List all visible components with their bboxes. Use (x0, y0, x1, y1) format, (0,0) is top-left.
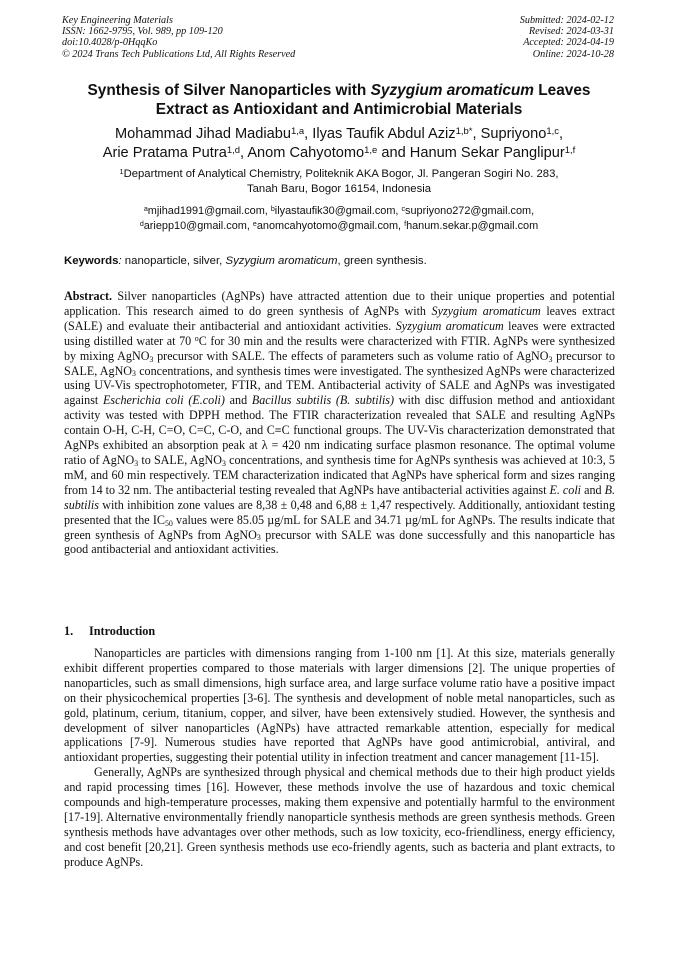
email-label: f (404, 219, 407, 228)
author-sep: , (304, 126, 313, 142)
email-link[interactable]: hanum.sekar.p@gmail.com (406, 219, 539, 232)
abstract-italic: B. subtilis (64, 482, 615, 512)
email-label: a (143, 204, 148, 213)
affiliation-text: Department of Analytical Chemistry, Politeknik AKA Bogor, Jl. Pangeran Sogiri No. 283, (123, 168, 559, 180)
abstract-text: precursor with SALE was done successfully and this nanoparticle has good antibacterial and antioxidant activities. (64, 527, 615, 557)
abstract-text: concentrations, and synthesis times were investigated. The synthesized AgNPs were characterized using UV-Vis spectrophotometer, FTIR, and TEM. Antibacterial activity of SALE and AgNPs was investigated against (64, 363, 615, 408)
date-online: Online: 2024-10-28 (532, 48, 614, 60)
journal-info (62, 15, 295, 60)
abstract-text: with disc diffusion method and antioxidant activity was tested with DPPH method. The FTIR characterization revealed that SALE and resulting AgNPs contain O-H, C-H, C=O, C=C, C-O, and C≡C functional groups. The UV-Vis characterization demonstrated that AgNPs exhibited an absorption peak at λ = 420 nm indicating surface plasmon resonance. The optimal volume ratio of AgNO (64, 393, 615, 467)
degree-symbol: o (194, 334, 199, 344)
email-label: e (252, 219, 257, 228)
author-sep: , (472, 126, 481, 142)
email-sep: , (264, 205, 271, 217)
author-emails (40, 204, 638, 234)
date-revised: Revised: 2024-03-31 (528, 26, 614, 38)
author-affil: 1,e (364, 144, 378, 156)
abstract-text: C for 30 min and the results were characterized with FTIR. AgNPs were synthesized by mixing AgNO (64, 333, 615, 363)
author-name: Hanum Sekar Panglipur (409, 145, 565, 161)
section-title: Introduction (89, 624, 156, 638)
affiliation-line-1 (40, 167, 638, 182)
abstract-text: leaves were extracted using distilled water at 70 (64, 318, 615, 348)
author-name: Ilyas Taufik Abdul Aziz (312, 126, 456, 142)
journal-name: Key Engineering Materials (62, 15, 173, 26)
title-text: Synthesis of Silver Nanoparticles with (87, 82, 371, 99)
affiliation (40, 167, 638, 197)
paper-title (40, 81, 638, 119)
abstract-text: concentrations, and synthesis time for AgNPs synthesis was achieved at 10:3, 5 mM, and 60 min respectively. TEM characterization indicated that AgNPs have spherical form and sizes ranging from 14 to 32 nm. The antibacterial testing revealed that AgNPs have antibacterial activities against (64, 452, 615, 497)
abstract-text: Silver nanoparticles (AgNPs) have attracted attention due to their unique properties and potential application. This research aimed to do green synthesis of AgNPs with (64, 289, 615, 318)
abstract-italic: Bacillus subtilis (B. subtilis) (251, 393, 395, 408)
email-link[interactable]: supriyono272@gmail.com (405, 205, 532, 217)
abstract-italic: E. coli (549, 482, 582, 497)
date-accepted: Accepted: 2024-04-19 (523, 37, 614, 49)
email-sep: , (531, 205, 535, 217)
section-number: 1. (64, 624, 74, 638)
author-affil: 1,d (226, 144, 241, 156)
section-heading (64, 624, 155, 638)
abstract (64, 289, 615, 557)
affiliation-number: 1 (119, 166, 124, 176)
author-name: Supriyono (480, 126, 547, 142)
title-species: Syzygium aromaticum (370, 82, 534, 99)
author-line-2 (40, 144, 638, 163)
author-sep: , (240, 145, 248, 161)
abstract-text: leaves extract (SALE) and evaluate their antibacterial and antioxidant activities. (64, 303, 615, 333)
title-line-2: Extract as Antioxidant and Antimicrobial Materials (155, 101, 523, 118)
date-submitted: Submitted: 2024-02-12 (519, 15, 614, 26)
author-affil: 1,b* (455, 125, 473, 137)
subscript: 3 (548, 354, 553, 364)
abstract-italic: Escherichia coli (E.coli) (102, 393, 225, 408)
subscript: 3 (256, 533, 261, 543)
keywords-text: , green synthesis. (337, 255, 427, 267)
abstract-text: and (224, 393, 252, 408)
submission-dates (520, 15, 614, 60)
introduction-body (64, 646, 615, 870)
subscript: 3 (149, 354, 154, 364)
paragraph: Generally, AgNPs are synthesized through physical and chemical methods due to their high product yields and rapid processing times [16]. However, these methods involve the use of hazardous and toxic chemical compounds and high-temperature processes, making them expensive and potentially harmful to the environment [17-19]. Alternative environmentally friendly nanoparticle synthesis methods are green synthesis methods. Green synthesis methods have advantages over other methods, such as low toxicity, eco-friendliness, energy efficiency, and cost benefit [20,21]. Green synthesis methods use eco-friendly agents, such as bacteria and plant extracts, to produce AgNPs. (64, 765, 615, 869)
author-name: Arie Pratama Putra (102, 145, 227, 161)
journal-copyright: © 2024 Trans Tech Publications Ltd, All Rights Reserved (62, 48, 296, 60)
author-affil: 1,c (546, 125, 559, 137)
subscript: 3 (222, 458, 226, 468)
keywords (64, 254, 616, 268)
abstract-label: Abstract. (64, 289, 113, 303)
title-line-1 (40, 81, 638, 100)
author-affil: 1,f (564, 144, 576, 156)
author-line-1 (40, 125, 638, 144)
email-sep: , (246, 219, 253, 232)
abstract-text: values were 85.05 µg/mL for SALE and 34.71 µg/mL for AgNPs. The results indicate that green synthesis of AgNPs from AgNO (64, 512, 615, 542)
subscript: 50 (164, 518, 173, 528)
affiliation-line-2: Tanah Baru, Bogor 16154, Indonesia (246, 182, 432, 195)
abstract-italic: Syzygium aromaticum (395, 318, 504, 333)
author-affil: 1,a (290, 125, 305, 137)
keywords-text: nanoparticle, silver, (121, 255, 226, 267)
abstract-text: to SALE, AgNO (138, 452, 222, 467)
email-link[interactable]: anomcahyotomo@gmail.com (256, 219, 399, 232)
author-sep: , (558, 126, 564, 142)
title-text: Leaves (534, 82, 591, 99)
email-line-2 (40, 219, 638, 234)
email-label: d (139, 219, 144, 228)
author-name: Mohammad Jihad Madiabu (114, 126, 291, 142)
subscript: 3 (132, 369, 136, 379)
keywords-colon: : (118, 255, 122, 267)
email-line-1 (40, 204, 638, 219)
abstract-text: and (581, 482, 605, 497)
email-sep: , (395, 205, 402, 217)
keywords-species: Syzygium aromaticum (225, 255, 338, 267)
abstract-italic: Syzygium aromaticum (431, 303, 541, 318)
email-link[interactable]: mjihad1991@gmail.com (147, 205, 265, 217)
email-link[interactable]: ilyastaufik30@gmail.com (274, 205, 396, 217)
author-list (40, 125, 638, 163)
journal-issn: ISSN: 1662-9795, Vol. 989, pp 109-120 (62, 26, 223, 38)
abstract-text: precursor to SALE, AgNO (64, 348, 615, 378)
author-name: Anom Cahyotomo (247, 145, 365, 161)
journal-doi: doi:10.4028/p-0HqqKo (62, 37, 158, 49)
abstract-text: precursor with SALE. The effects of parameters such as volume ratio of AgNO (153, 348, 549, 363)
abstract-text: with inhibition zone values are 8,38 ± 0,48 and 6,88 ± 1,47 respectively. Additionally, antioxidant testing presented that the IC (64, 497, 615, 527)
email-link[interactable]: ariepp10@gmail.com (143, 219, 247, 232)
email-sep: , (398, 219, 405, 232)
author-sep: and (377, 145, 410, 161)
subscript: 3 (134, 458, 139, 468)
email-label: b (270, 204, 275, 213)
email-label: c (401, 204, 406, 213)
keywords-label: Keywords (64, 255, 119, 267)
paragraph: Nanoparticles are particles with dimensions ranging from 1-100 nm [1]. At this size, materials generally exhibit different properties compared to those materials with larger dimensions [2]. The unique properties of nanoparticles, such as small dimensions, high surface area, and large surface volume ratio have a positive impact on their physicochemical properties [3-6]. The synthesis and development of noble metal nanoparticles, such as gold, platinum, cerium, titanium, copper, and silver, have been extensively studied. However, the synthesis and development of silver nanoparticles (AgNPs) have attracted remarkable attention, especially for medical applications [7-9]. Numerous studies have reported that AgNPs have good antimicrobial, antiviral, and antioxidant properties, suggesting their potential utility in infection treatment and cancer management [11-15]. (64, 646, 615, 765)
